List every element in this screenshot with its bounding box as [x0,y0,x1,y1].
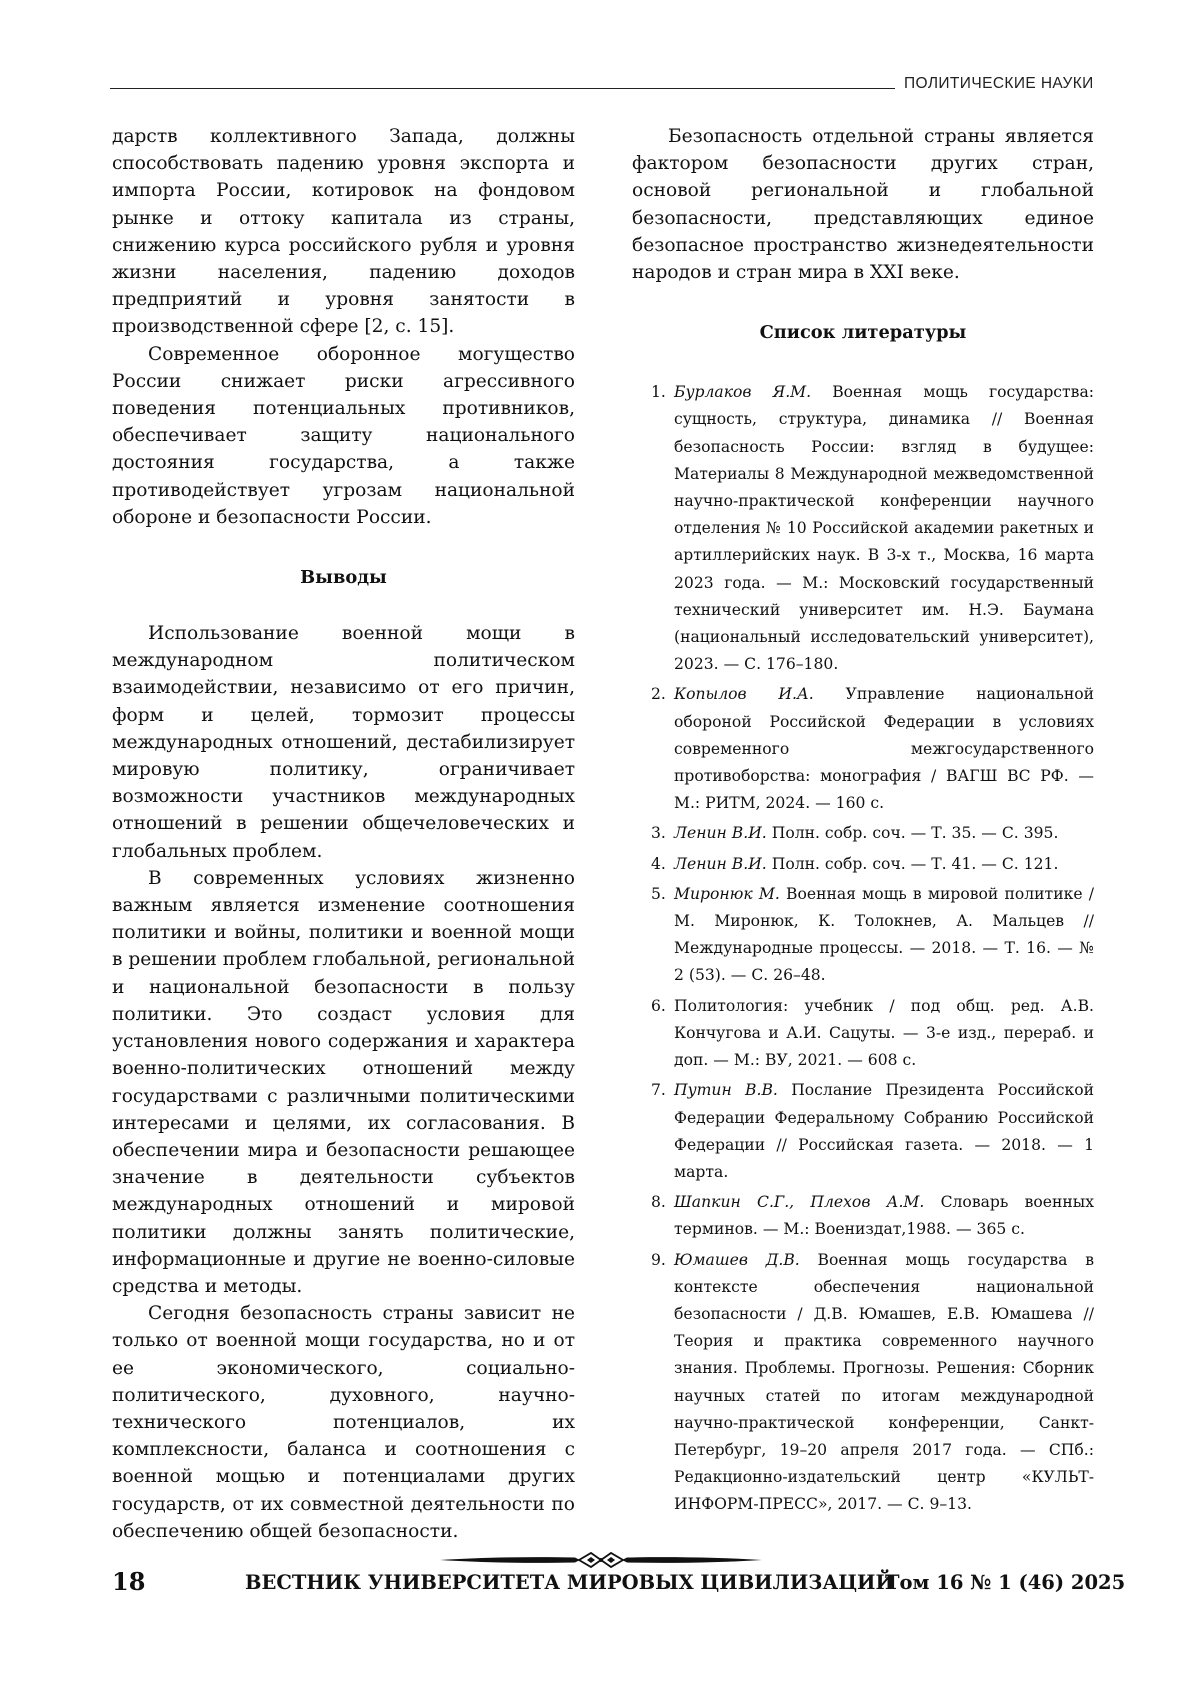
paragraph: Использование военной мощи в международном политическом взаимодействии, независимо от его причин, форм и целей, тормозит процессы международных отношений, дестабилизирует мировую политику, ограничивает возможности участников международных отношений в решении общечеловеческих и глобальных проблем. [112,623,575,862]
reference-number: 7. [651,1081,666,1100]
reference-text: Послание Президента Российской Федерации Федеральному Собранию Российской Федерации // Российская газета. — 2018. — 1 марта. [674,1081,1094,1181]
paragraph: Сегодня безопасность страны зависит не только от военной мощи государства, но и от ее экономического, социально-политического, духовного, научно-технического потенциалов, их комплексности, баланса и соотношения с военной мощью и потенциалами других государств, от их совместной деятельности по обеспечению общей безопасности. [112,1303,575,1542]
reference-number: 1. [651,383,666,402]
header-rule [110,88,895,89]
running-header-section: ПОЛИТИЧЕСКИЕ НАУКИ [904,75,1094,92]
reference-item [632,1077,1094,1186]
reference-number: 9. [651,1250,666,1269]
right-column [632,123,1094,1522]
reference-author: Бурлаков Я.М. [674,383,812,402]
paragraph: Современное оборонное могущество России снижает риски агрессивного поведения потенциальных противников, обеспечивает защиту национального достояния государства, а также противодействует угрозам национальной обороне и безопасности России. [112,343,575,528]
reference-author: Ленин В.И. [674,854,767,873]
paragraph: В современных условиях жизненно важным является изменение соотношения политики и войны, политики и военной мощи в решении проблем глобальной, региональной и национальной безопасности в пользу политики. Это создаст условия для установления нового содержания и характера военно-политических отношений между государствами с различными политическими интересами и целями, их согласования. В обеспечении мира и безопасности решающее значение в деятельности субъектов международных отношений и мировой политики должны занять политические, информационные и другие не военно-силовые средства и методы. [112,867,575,1297]
page-footer [0,1567,1200,1607]
reference-item [632,851,1094,878]
reference-text: Политология: учебник / под общ. ред. А.В. Кончугова и А.И. Сацуты. — 3-е изд., перераб. и доп. — М.: ВУ, 2021. — 608 с. [674,996,1094,1070]
conclusions-heading: Выводы [300,567,387,589]
reference-text: Словарь военных терминов. — М.: Воениздат,1988. — 365 с. [674,1193,1094,1239]
reference-author: Миронюк М. [674,884,780,903]
reference-number: 6. [651,996,666,1015]
issue-info: Том 16 № 1 (46) 2025 [885,1571,1126,1594]
page-number: 18 [112,1567,146,1596]
reference-author: Копылов И.А. [674,685,814,704]
reference-text: Военная мощь государства: сущность, структура, динамика // Военная безопасность России: взгляд в будущее: Материалы 8 Международной межведомственной научно-практической конференции научного отделения № 10 Российской академии ракетных и артиллерийских наук. В 3-х т., Москва, 16 марта 2023 года. — М.: Московский государственный технический университет им. Н.Э. Баумана (национальный исследовательский университет), 2023. — С. 176–180. [674,383,1094,674]
paragraph: Безопасность отдельной страны является фактором безопасности других стран, основой региональной и глобальной безопасности, представляющих единое безопасное пространство жизнедеятельности народов и стран мира в XXI веке. [632,126,1094,284]
reference-author: Юмашев Д.В. [674,1250,800,1269]
reference-text: Военная мощь государства в контексте обеспечения национальной безопасности / Д.В. Юмашев, Е.В. Юмашева // Теория и практика современного научного знания. Проблемы. Прогнозы. Решения: Сборник научных статей по итогам международной научно-практической конференции, Санкт-Петербург, 19–20 апреля 2017 года. — СПб.: Редакционно-издательский центр «КУЛЬТ-ИНФОРМ-ПРЕСС», 2017. — С. 9–13. [674,1250,1094,1514]
reference-number: 5. [651,884,666,903]
reference-author: Ленин В.И. [674,824,767,843]
references-list [632,379,1094,1518]
paragraph: дарств коллективного Запада, должны способствовать падению уровня экспорта и импорта России, котировок на фондовом рынке и оттоку капитала из страны, снижению курса российского рубля и уровня жизни населения, падению доходов предприятий и уровня занятости в производственной сфере [2, с. 15]. [112,126,575,338]
reference-item [632,881,1094,990]
reference-item [632,1247,1094,1519]
reference-author: Шапкин С.Г., Плехов А.М. [674,1193,925,1212]
journal-title: ВЕСТНИК УНИВЕРСИТЕТА МИРОВЫХ ЦИВИЛИЗАЦИЙ [245,1571,894,1594]
reference-number: 2. [651,685,666,704]
reference-number: 8. [651,1193,666,1212]
reference-item [632,379,1094,678]
reference-item [632,1189,1094,1243]
reference-number: 3. [651,824,666,843]
reference-text: Полн. собр. соч. — Т. 41. — С. 121. [766,854,1059,873]
reference-item [632,681,1094,817]
reference-text: Полн. собр. соч. — Т. 35. — С. 395. [766,824,1059,843]
reference-number: 4. [651,854,666,873]
reference-text: Управление национальной обороной Российской Федерации в условиях современного межгосударственного противоборства: монография / ВАГШ ВС РФ. — М.: РИТМ, 2024. — 160 с. [674,685,1094,813]
left-column [112,123,575,1545]
references-heading: Список литературы [759,322,967,344]
reference-item [632,993,1094,1075]
reference-author: Путин В.В. [674,1081,778,1100]
reference-item [632,820,1094,847]
reference-text: Военная мощь в мировой политике / М. Миронюк, К. Толокнев, А. Мальцев // Международные процессы. — 2018. — Т. 16. — № 2 (53). — С. 26–48. [674,884,1094,985]
